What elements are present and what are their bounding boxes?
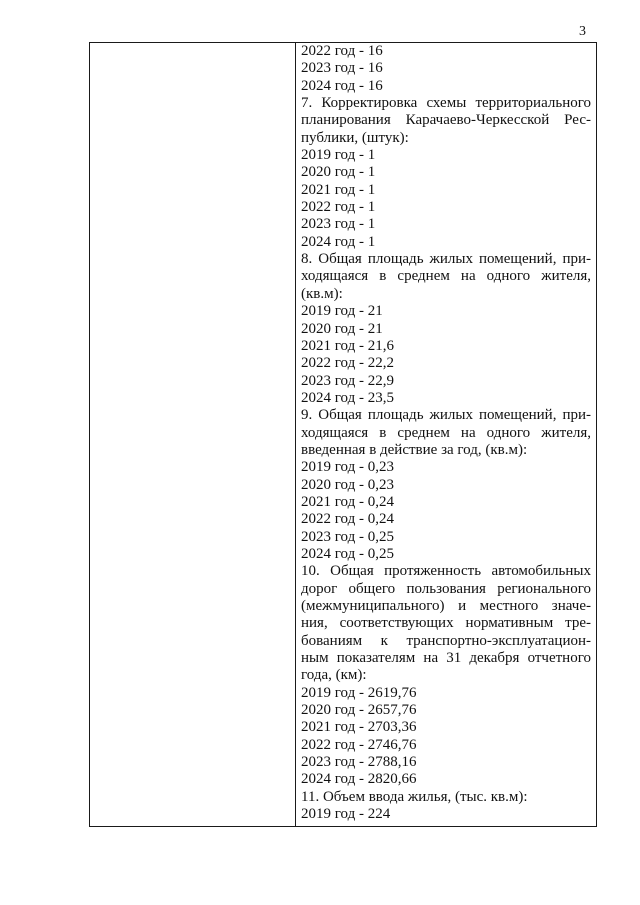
table-text-line: 2022 год - 22,2 <box>301 355 394 372</box>
table-text-line: 2023 год - 1 <box>301 216 376 233</box>
table-text-line: планирования Карачаево-Черкесской Рес- <box>301 112 591 129</box>
table-text-line: 2022 год - 1 <box>301 199 376 216</box>
table-text-line: (межмуниципального) и местного значе- <box>301 598 591 614</box>
table-text-line: 2022 год - 0,24 <box>301 511 394 528</box>
indicators-table <box>89 42 597 827</box>
table-text-line: публики, (штук): <box>301 129 409 146</box>
table-text-line: 2022 год - 16 <box>301 43 383 59</box>
table-text-line: 11. Объем ввода жилья, (тыс. кв.м): <box>301 788 528 805</box>
table-text-line: (кв.м): <box>301 285 343 302</box>
table-text-line: 2019 год - 2619,76 <box>301 684 417 701</box>
table-text-line: введенная в действие за год, (кв.м): <box>301 441 528 458</box>
table-text-line: 2023 год - 22,9 <box>301 372 394 389</box>
table-text-line: 2019 год - 1 <box>301 147 376 164</box>
table-text-line: 2024 год - 0,25 <box>301 545 394 562</box>
table-text-line: бованиям к транспортно-эксплуатацион- <box>301 632 591 649</box>
table-text-line: 2022 год - 2746,76 <box>301 736 417 753</box>
table-text-line: 2024 год - 1 <box>301 233 376 250</box>
table-text-line: дорог общего пользования регионального <box>301 580 591 597</box>
table-text-line: 2020 год - 21 <box>301 320 383 337</box>
table-text-line: 10. Общая протяженность автомобильных <box>301 563 591 580</box>
table-text-line: 2019 год - 0,23 <box>301 459 394 476</box>
table-text-line: 2019 год - 21 <box>301 303 383 320</box>
table-text-line: ходящаяся в среднем на одного жителя, <box>301 424 591 441</box>
table-text-line: 2021 год - 2703,36 <box>301 719 417 736</box>
table-text-line: 2023 год - 2788,16 <box>301 754 417 771</box>
table-text-line: 2021 год - 0,24 <box>301 493 394 510</box>
table-text-line: 9. Общая площадь жилых помещений, при- <box>301 407 591 424</box>
page-number: 3 <box>579 24 586 39</box>
table-text-line: 2024 год - 2820,66 <box>301 771 417 788</box>
table-text-line: 2023 год - 0,25 <box>301 528 394 545</box>
table-text-line: 2020 год - 0,23 <box>301 476 394 493</box>
table-text-line: года, (км): <box>301 667 367 684</box>
table-text-line: 2024 год - 16 <box>301 77 383 94</box>
table-text-line: 2021 год - 1 <box>301 181 376 198</box>
table-text-line: 8. Общая площадь жилых помещений, при- <box>301 251 591 268</box>
table-text-line: 7. Корректировка схемы территориального <box>301 95 591 112</box>
table-text-line: 2021 год - 21,6 <box>301 337 394 354</box>
table-text-line: 2024 год - 23,5 <box>301 389 394 406</box>
table-text-line: ходящаяся в среднем на одного жителя, <box>301 268 591 285</box>
table-text-line: 2020 год - 2657,76 <box>301 702 417 719</box>
table-text-line: ния, соответствующих нормативным тре- <box>301 615 591 632</box>
table-text-line: 2023 год - 16 <box>301 60 383 77</box>
table-right-cell <box>296 43 596 826</box>
table-text-line: 2019 год - 224 <box>301 806 391 823</box>
table-text-line: ным показателям на 31 декабря отчетного <box>301 650 591 667</box>
table-left-cell <box>90 43 296 826</box>
table-text-line: 2020 год - 1 <box>301 164 376 181</box>
